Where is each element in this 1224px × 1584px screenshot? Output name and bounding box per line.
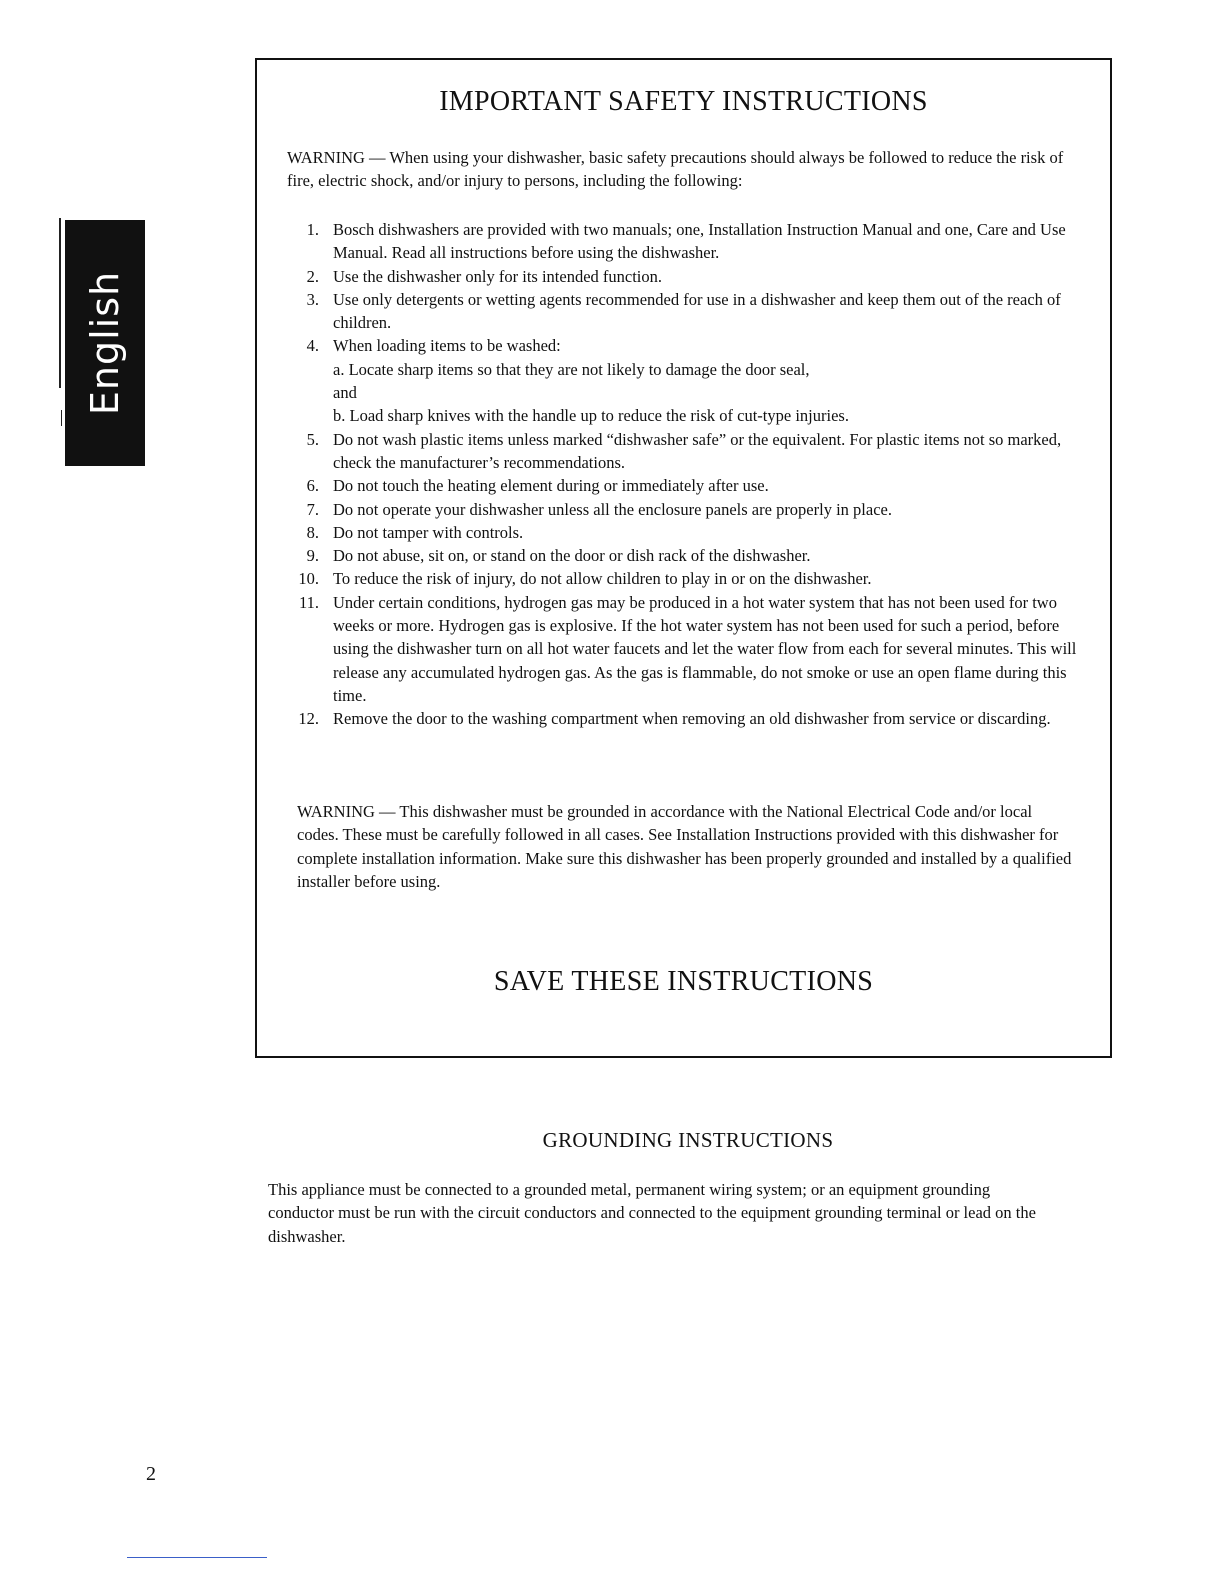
safety-title: IMPORTANT SAFETY INSTRUCTIONS (439, 86, 928, 117)
margin-rule-upper (59, 218, 61, 388)
list-item: 3. Use only detergents or wetting agents recommended for use in a dishwasher and keep them out of the reach of children. (306, 289, 1061, 333)
instructions-list (279, 218, 1079, 731)
list-item: 2. Use the dishwasher only for its intended function. (306, 266, 663, 286)
sub-item: b. Load sharp knives with the handle up to reduce the risk of cut-type injuries. (333, 406, 849, 426)
safety-instructions-box (255, 58, 1112, 1058)
footer-rule (127, 1557, 267, 1558)
list-item: 8. Do not tamper with controls. (306, 522, 524, 542)
list-item: 10. To reduce the risk of injury, do not allow children to play in or on the dishwasher. (298, 569, 872, 589)
warning-grounding: WARNING — This dishwasher must be grounded in accordance with the National Electrical Code and/or local codes. These must be carefully followed in all cases. See Installation Instructions provided with this dishwasher for complete installation information. Make sure this dishwasher has been properly grounded and installed by a qualified installer before using. (297, 802, 1072, 891)
list-item: 11. Under certain conditions, hydrogen gas may be produced in a hot water system that has not been used for two weeks or more. Hydrogen gas is explosive. If the hot water system has not been used for such a period, before using the dishwasher turn on all hot water faucets and let the water flow from each for several minutes. This will release any accumulated hydrogen gas. As the gas is flammable, do not smoke or use an open flame during this time. (298, 592, 1077, 705)
list-item: 9. Do not abuse, sit on, or stand on the door or dish rack of the dishwasher. (306, 546, 811, 566)
list-item: 6. Do not touch the heating element during or immediately after use. (306, 476, 769, 496)
language-tab-label: English (83, 270, 127, 416)
sub-item: and (333, 383, 357, 403)
grounding-title: GROUNDING INSTRUCTIONS (542, 1128, 834, 1152)
save-instructions-title: SAVE THESE INSTRUCTIONS (493, 966, 874, 997)
grounding-body: This appliance must be connected to a grounded metal, permanent wiring system; or an equipment grounding conductor must be run with the circuit conductors and connected to the equipment grounding terminal or lead on the dishwasher. (268, 1180, 1036, 1246)
list-item: 12. Remove the door to the washing compartment when removing an old dishwasher from service or discarding. (298, 709, 1051, 729)
list-item: 4. When loading items to be washed: a. Locate sharp items so that they are not likely to damage the door seal, and b. Load sharp knives with the handle up to reduce the risk of cut-type injuries. (279, 334, 1079, 427)
sub-item: a. Locate sharp items so that they are not likely to damage the door seal, (333, 359, 810, 379)
list-item: 1. Bosch dishwashers are provided with two manuals; one, Installation Instruction Manual and one, Care and Use Manual. Read all instructions before using the dishwasher. (306, 220, 1066, 263)
page-number: 2 (146, 1463, 156, 1485)
list-item: 7. Do not operate your dishwasher unless all the enclosure panels are properly in place. (306, 499, 892, 519)
margin-rule-lower (61, 410, 62, 426)
list-item: 5. Do not wash plastic items unless marked “dishwasher safe” or the equivalent. For plastic items not so marked, check the manufacturer’s recommendations. (306, 429, 1062, 472)
warning-intro: WARNING — When using your dishwasher, basic safety precautions should always be followed to reduce the risk of fire, electric shock, and/or injury to persons, including the following: (287, 148, 1064, 191)
language-tab (65, 220, 145, 466)
